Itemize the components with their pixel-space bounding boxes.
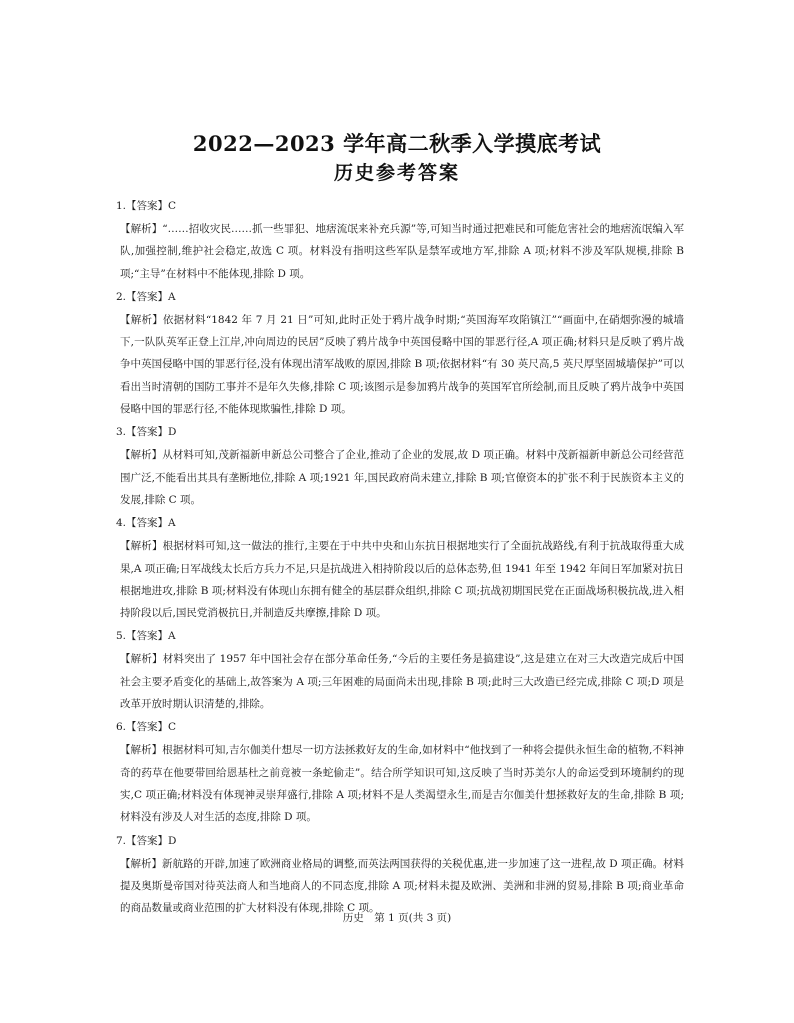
analysis-paragraph: 【解析】“……招收灾民……抓一些罪犯、地痞流氓来补充兵源”等,可知当时通过把难民和可能危害社会的地痞流氓编入军队,加强控制,维护社会稳定,故选 C 项。材料没有指明这些军队是禁军或地方军,排除 A 项;材料不涉及军队规模,排除 B 项;“主导”在材料中不能体现,排除 D 项。 xyxy=(120,223,684,280)
question-block xyxy=(116,835,684,920)
answer-line: 7.【答案】D xyxy=(116,834,177,847)
question-block xyxy=(116,721,684,828)
answer-line: 5.【答案】A xyxy=(116,630,176,643)
question-block xyxy=(116,630,684,715)
analysis-paragraph: 【解析】材料突出了 1957 年中国社会存在部分革命任务,“今后的主要任务是搞建设”,这是建立在对三大改造完成后中国社会主要矛盾变化的基础上,故答案为 A 项;三年困难的局面尚未出现,排除 B 项;此时三大改造已经完成,排除 C 项;D 项是改革开放时期认识清楚的,排除。 xyxy=(120,653,684,711)
exam-title: 2022—2023 学年高二秋季入学摸底考试 xyxy=(192,131,602,156)
page-footer: 历史 第 1 页(共 3 页) xyxy=(342,912,452,924)
answer-key-subtitle: 历史参考答案 xyxy=(333,162,460,184)
question-block xyxy=(116,517,684,624)
question-block xyxy=(116,200,684,285)
question-block xyxy=(116,291,684,420)
question-block xyxy=(116,426,684,511)
answer-line: 3.【答案】D xyxy=(116,426,177,439)
answer-list xyxy=(116,200,684,925)
analysis-paragraph: 【解析】新航路的开辟,加速了欧洲商业格局的调整,而英法两国获得的关税优惠,进一步加速了这一进程,故 D 项正确。材料提及奥斯曼帝国对待英法商人和当地商人的不同态度,排除 A 项;材料未提及欧洲、美洲和非洲的贸易,排除 B 项;商业革命的商品数量或商业范围的扩大材料没有体现,排除 C 项。 xyxy=(120,857,684,915)
answer-line: 2.【答案】A xyxy=(116,290,176,303)
answer-line: 6.【答案】C xyxy=(116,721,177,734)
analysis-paragraph: 【解析】根据材料可知,吉尔伽美什想尽一切方法拯救好友的生命,如材料中“他找到了一种将会提供永恒生命的植物,不料神奇的药草在他要带回给恩基杜之前竟被一条蛇偷走”。结合所学知识可知,这反映了当时苏美尔人的命运受到环境制约的现实,C 项正确;材料没有体现神灵崇拜盛行,排除 A 项;材料不是人类渴望永生,而是吉尔伽美什想拯救好友的生命,排除 B 项;材料没有涉及人对生活的态度,排除 D 项。 xyxy=(120,744,684,824)
analysis-paragraph: 【解析】从材料可知,茂新福新申新总公司整合了企业,推动了企业的发展,故 D 项正确。材料中茂新福新申新总公司经营范围广泛,不能看出其具有垄断地位,排除 A 项;1921 年,国民政府尚未建立,排除 B 项;官僚资本的扩张不利于民族资本主义的发展,排除 C 项。 xyxy=(120,449,684,506)
analysis-paragraph: 【解析】依据材料“1842 年 7 月 21 日”可知,此时正处于鸦片战争时期;“英国海军攻陷镇江”“画面中,在硝烟弥漫的城墙下,一队队英军正登上江岸,冲向周边的民居”反映了鸦片战争中英国侵略中国的罪恶行径,A 项正确;材料只是反映了鸦片战争中英国侵略中国的罪恶行径,没有体现出清军战败的原因,排除 B 项;依据材料“有 30 英尺高,5 英尺厚坚固城墙保护”可以看出当时清朝的国防工事并不是年久失修,排除 C 项;该图示是参加鸦片战争的英国军官所绘制,而且反映了鸦片战争中英国侵略中国的罪恶行径,不能体现欺骗性,排除 D 项。 xyxy=(120,313,684,416)
answer-line: 4.【答案】A xyxy=(116,517,176,530)
analysis-paragraph: 【解析】根据材料可知,这一做法的推行,主要在于中共中央和山东抗日根据地实行了全面抗战路线,有利于抗战取得重大成果,A 项正确;日军战线太长后方兵力不足,只是抗战进入相持阶段以后的总体态势,但 1941 年至 1942 年间日军加紧对抗日根据地进攻,排除 B 项;材料没有体现山东拥有健全的基层群众组织,排除 C 项;抗战初期国民党在正面战场积极抗战,进入相持阶段以后,国民党消极抗日,并制造反共摩擦,排除 D 项。 xyxy=(120,540,684,620)
answer-line: 1.【答案】C xyxy=(116,200,177,212)
